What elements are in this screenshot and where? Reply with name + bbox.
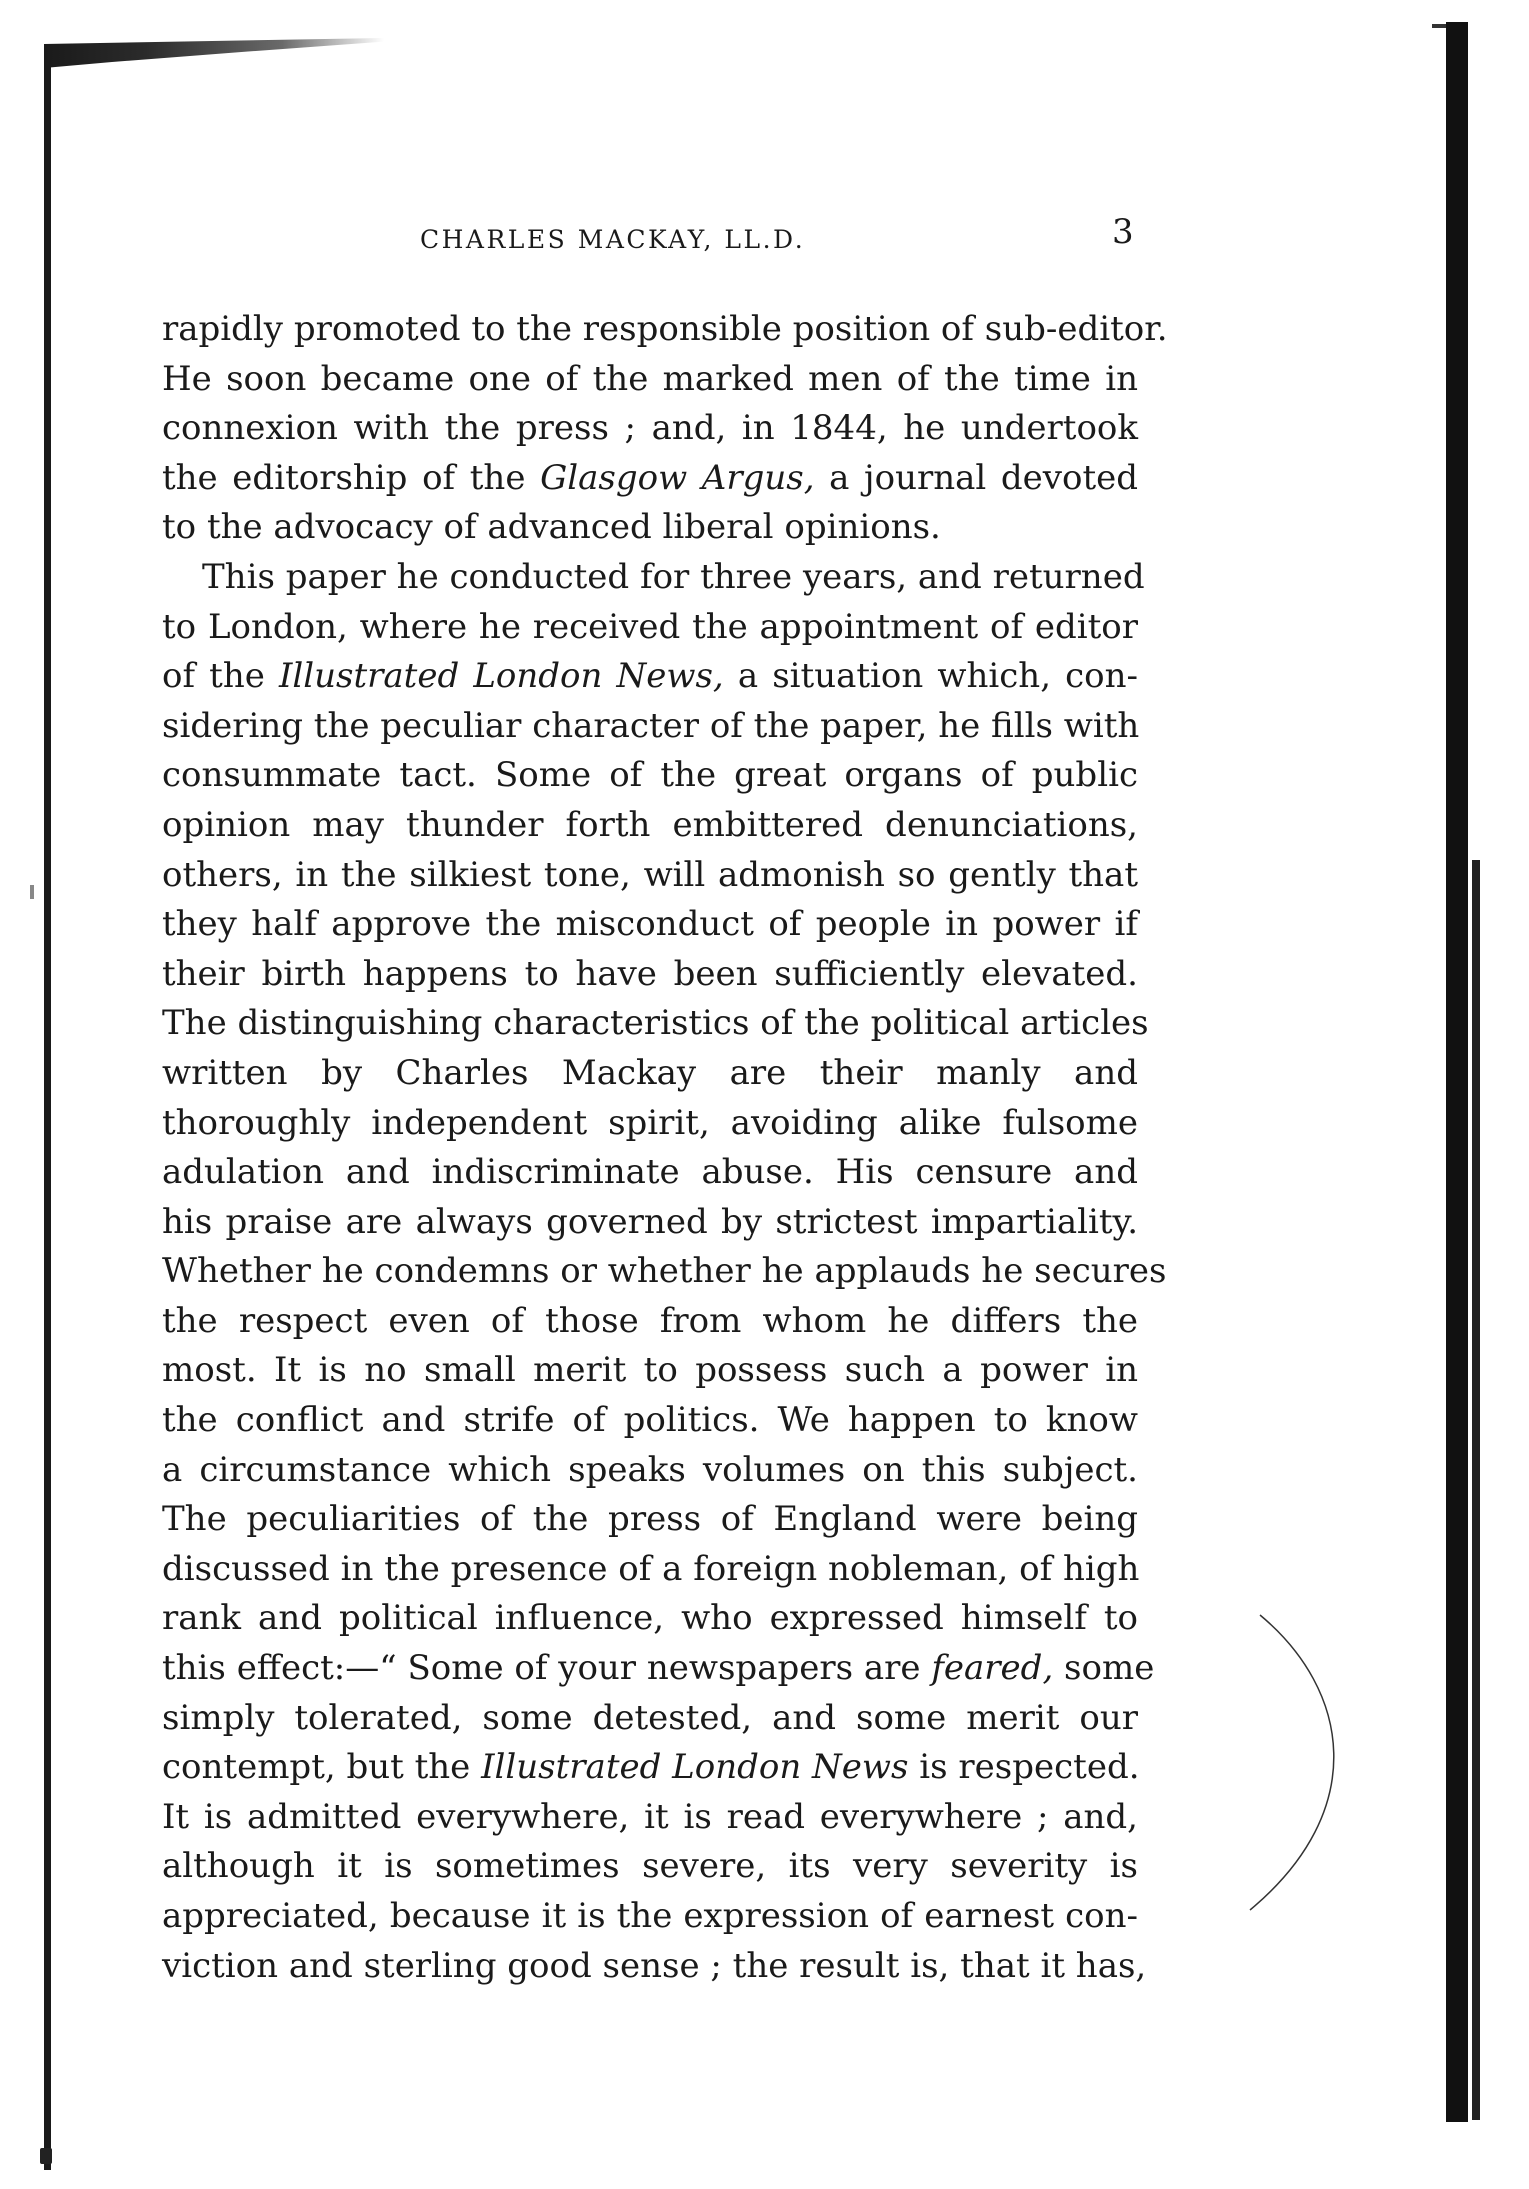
text-line: The peculiarities of the press of England were being xyxy=(162,1499,1138,1540)
left-page-edge xyxy=(44,60,51,2170)
binding-curve-mark xyxy=(1240,1610,1360,1920)
italic-title: Illustrated London News, xyxy=(278,656,724,697)
text-line: to London, where he received the appointment of editor xyxy=(162,606,1138,647)
text-line xyxy=(162,1743,1138,1793)
text-run: contempt, but the xyxy=(162,1747,482,1788)
right-binding-shadow xyxy=(1472,860,1480,2120)
text-line: He soon became one of the marked men of the time in xyxy=(162,358,1138,399)
scan-smudge xyxy=(44,38,384,68)
text-run: of the xyxy=(162,656,279,697)
text-line: written by Charles Mackay are their manly and xyxy=(162,1052,1138,1093)
text-run: a journal devoted xyxy=(814,457,1139,498)
text-line: thoroughly independent spirit, avoiding alike fulsome xyxy=(162,1102,1138,1143)
text-line: consummate tact. Some of the great organs of public xyxy=(162,755,1138,796)
running-head: CHARLES MACKAY, LL.D. xyxy=(420,225,806,254)
text-line: others, in the silkiest tone, will admonish so gently that xyxy=(162,854,1138,895)
text-line: It is admitted everywhere, it is read everywhere ; and, xyxy=(162,1796,1138,1837)
text-line: connexion with the press ; and, in 1844, he undertook xyxy=(162,408,1138,449)
text-line: Whether he condemns or whether he applauds he secures xyxy=(162,1251,1167,1292)
text-line xyxy=(162,454,1138,504)
body-text xyxy=(162,305,1168,1991)
right-binding-edge xyxy=(1446,22,1468,2122)
text-line: their birth happens to have been sufficiently elevated. xyxy=(162,953,1138,994)
margin-speck xyxy=(30,885,34,899)
text-line: viction and sterling good sense ; the result is, that it has, xyxy=(162,1945,1147,1986)
text-line: a circumstance which speaks volumes on this subject. xyxy=(162,1449,1138,1490)
text-line: to the advocacy of advanced liberal opinions. xyxy=(162,507,941,548)
text-line: simply tolerated, some detested, and some merit our xyxy=(162,1697,1138,1738)
text-line: rank and political influence, who expressed himself to xyxy=(162,1598,1138,1639)
text-line: appreciated, because it is the expression of earnest con- xyxy=(162,1896,1138,1936)
text-line: most. It is no small merit to possess such a power in xyxy=(162,1350,1138,1391)
scan-mark xyxy=(1432,24,1446,28)
italic-title: Illustrated London News xyxy=(481,1747,909,1788)
text-line: the respect even of those from whom he differs the xyxy=(162,1300,1138,1341)
text-line: rapidly promoted to the responsible position of sub-editor. xyxy=(162,309,1168,349)
page-number: 3 xyxy=(1112,212,1134,252)
text-line: they half approve the misconduct of people in power if xyxy=(162,904,1138,945)
text-run: some xyxy=(1053,1648,1155,1689)
text-run: the editorship of the xyxy=(162,457,541,498)
text-line: This paper he conducted for three years, and returned xyxy=(202,556,1145,597)
text-line: sidering the peculiar character of the paper, he fills with xyxy=(162,705,1140,746)
text-line: his praise are always governed by strictest impartiality. xyxy=(162,1201,1138,1242)
text-line: the conflict and strife of politics. We happen to know xyxy=(162,1400,1138,1441)
italic-title: feared, xyxy=(931,1648,1054,1689)
bottom-speck xyxy=(40,2148,52,2164)
text-run: this effect:—“ Some of your newspapers are xyxy=(162,1648,932,1689)
text-line: discussed in the presence of a foreign nobleman, of high xyxy=(162,1548,1140,1589)
text-run: is respected. xyxy=(908,1747,1140,1788)
text-line: although it is sometimes severe, its very severity is xyxy=(162,1846,1138,1887)
text-run: a situation which, con- xyxy=(723,656,1138,697)
text-line xyxy=(162,1644,1155,1694)
italic-title: Glasgow Argus, xyxy=(540,457,815,498)
text-line: The distinguishing characteristics of the political articles xyxy=(162,1003,1149,1044)
text-line xyxy=(162,652,1138,702)
text-line: adulation and indiscriminate abuse. His censure and xyxy=(162,1152,1138,1193)
text-line: opinion may thunder forth embittered denunciations, xyxy=(162,804,1138,845)
